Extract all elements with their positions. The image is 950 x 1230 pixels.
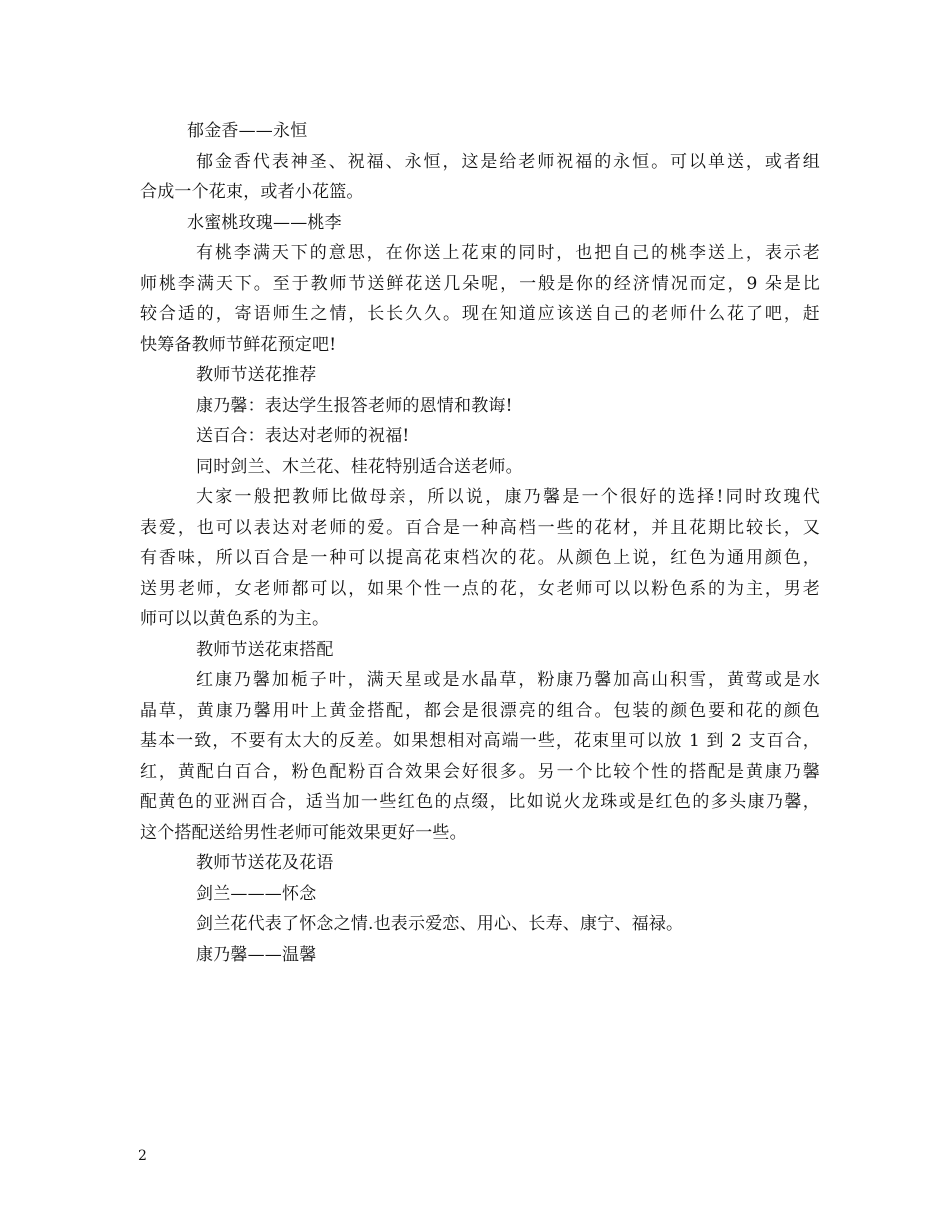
text-line: 配黄色的亚洲百合，适当加一些红色的点缀，比如说火龙珠或是红色的多头康乃馨， bbox=[140, 792, 820, 812]
text-line: 康乃馨：表达学生报答老师的恩情和教诲! bbox=[196, 395, 513, 416]
text-line: 有桃李满天下的意思，在你送上花束的同时，也把自己的桃李送上，表示老 bbox=[196, 243, 820, 263]
text-line: 剑兰———怀念 bbox=[196, 883, 317, 904]
body-text bbox=[140, 116, 820, 970]
text-line: 师可以以黄色系的为主。 bbox=[140, 609, 330, 629]
text-line: 送男老师，女老师都可以，如果个性一点的花，女老师可以以粉色系的为主，男老 bbox=[140, 578, 820, 599]
text-line: 郁金香——永恒 bbox=[187, 121, 308, 141]
text-line: 剑兰花代表了怀念之情.也表示爱恋、用心、长寿、康宁、福禄。 bbox=[196, 914, 684, 934]
text-line: 基本一致，不要有太大的反差。如果想相对高端一些，花束里可以放 1 到 2 支百合， bbox=[140, 731, 820, 751]
text-line: 教师节送花及花语 bbox=[196, 853, 334, 873]
text-line: 红，黄配白百合，粉色配粉百合效果会好很多。另一个比较个性的搭配是黄康乃馨 bbox=[140, 761, 820, 782]
text-line: 同时剑兰、木兰花、桂花特别适合送老师。 bbox=[196, 456, 523, 477]
text-line: 康乃馨——温馨 bbox=[196, 944, 317, 965]
page-number: 2 bbox=[138, 1148, 147, 1164]
text-line: 表爱，也可以表达对老师的爱。百合是一种高档一些的花材，并且花期比较长，又 bbox=[140, 517, 820, 538]
text-line: 教师节送花推荐 bbox=[196, 365, 317, 385]
text-line: 水蜜桃玫瑰——桃李 bbox=[187, 212, 342, 233]
text-line: 较合适的，寄语师生之情，长长久久。现在知道应该送自己的老师什么花了吧，赶 bbox=[140, 304, 820, 324]
text-line: 师桃李满天下。至于教师节送鲜花送几朵呢，一般是你的经济情况而定，9 朵是比 bbox=[140, 273, 820, 294]
text-line: 这个搭配送给男性老师可能效果更好一些。 bbox=[140, 822, 467, 843]
text-line: 大家一般把教师比做母亲，所以说，康乃馨是一个很好的选择!同时玫瑰代 bbox=[196, 487, 820, 507]
text-line: 教师节送花束搭配 bbox=[196, 639, 334, 660]
text-line: 有香味，所以百合是一种可以提高花束档次的花。从颜色上说，红色为通用颜色， bbox=[140, 548, 820, 568]
text-line: 合成一个花束，或者小花篮。 bbox=[140, 182, 364, 202]
text-line: 郁金香代表神圣、祝福、永恒，这是给老师祝福的永恒。可以单送，或者组 bbox=[196, 151, 820, 172]
text-line: 晶草，黄康乃馨用叶上黄金搭配，都会是很漂亮的组合。包装的颜色要和花的颜色 bbox=[140, 700, 820, 721]
text-line: 红康乃馨加栀子叶，满天星或是水晶草，粉康乃馨加高山积雪，黄莺或是水 bbox=[196, 670, 820, 690]
text-line: 送百合：表达对老师的祝福! bbox=[196, 426, 410, 446]
text-line: 快筹备教师节鲜花预定吧! bbox=[140, 334, 337, 355]
